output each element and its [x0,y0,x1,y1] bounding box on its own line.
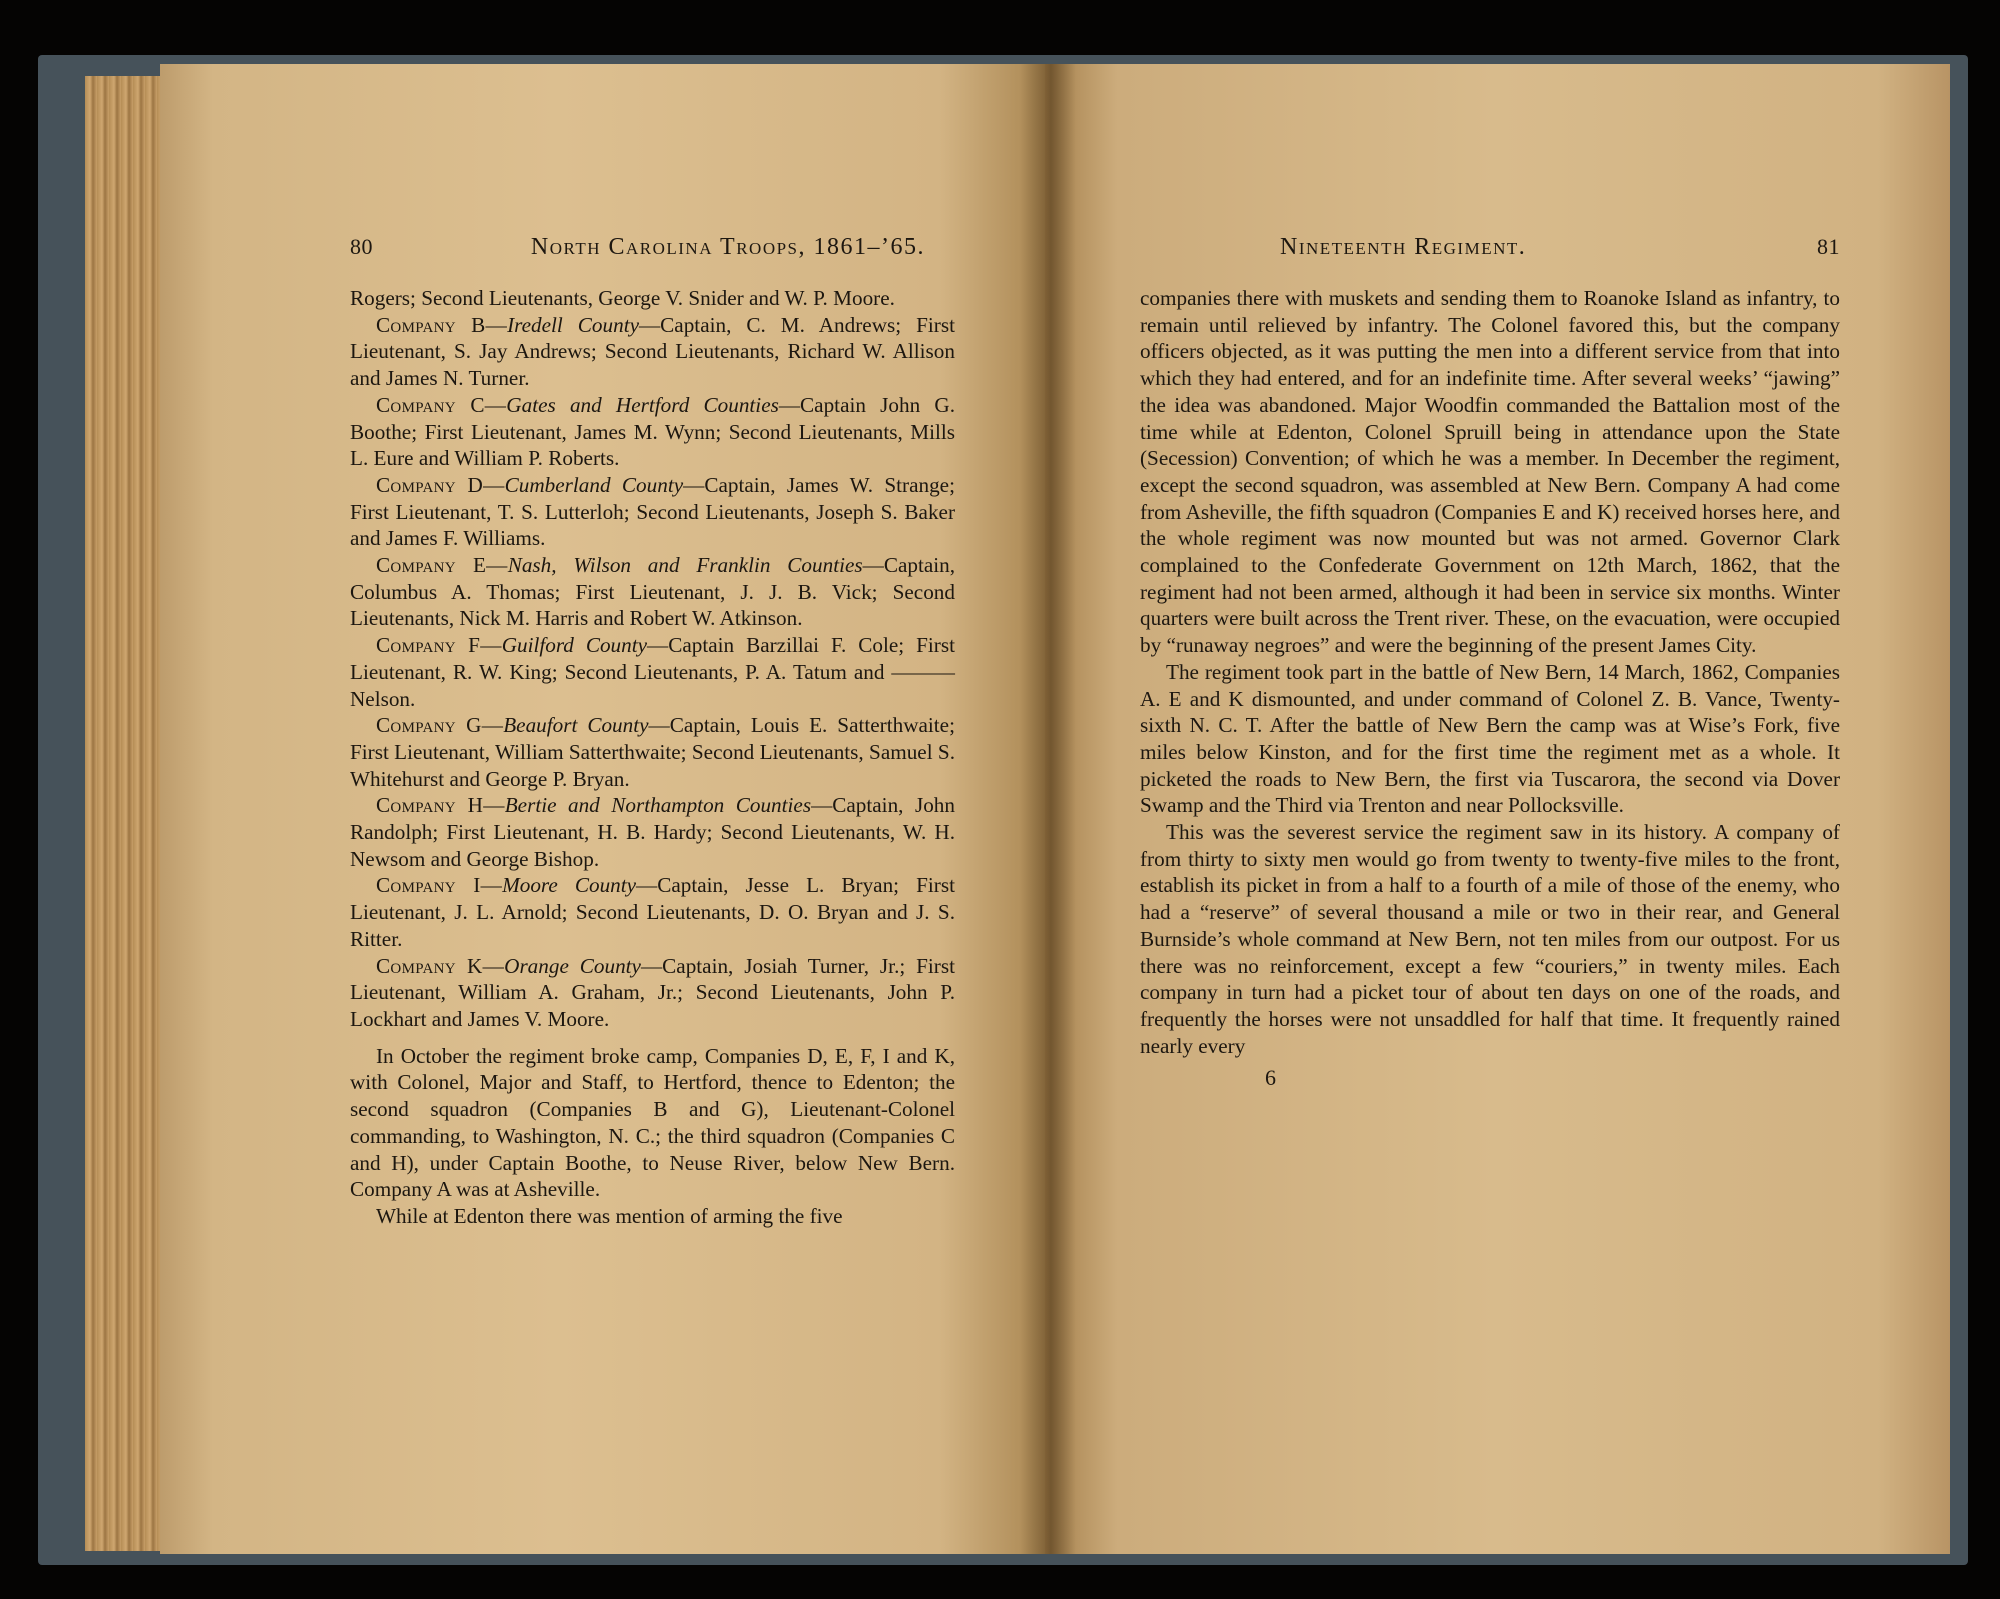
left-page [160,64,1045,1554]
company-entry-g: Company G—Beaufort County—Captain, Louis E. Satterthwaite; First Lieutenant, William Satterthwaite; Second Lieutenants, Samuel S. Whitehurst and George P. Bryan. [350,713,955,791]
company-entry-b: Company B—Iredell County—Captain, C. M. Andrews; First Lieutenant, S. Jay Andrews; Second Lieutenants, Richard W. Allison and James N. Turner. [350,312,955,391]
right-page [1045,64,1950,1554]
company-entry-i: Company I—Moore County—Captain, Jesse L. Bryan; First Lieutenant, J. L. Arnold; Second Lieutenants, D. O. Bryan and J. S. Ritter. [350,873,955,951]
company-entry-c: Company C—Gates and Hertford Counties—Captain John G. Boothe; First Lieutenant, James M. Wynn; Second Lieutenants, Mills L. Eure and William P. Roberts. [350,392,955,471]
book-gutter [1020,64,1076,1554]
october-paragraph: In October the regiment broke camp, Companies D, E, F, I and K, with Colonel, Major and Staff, to Hertford, thence to Edenton; the second squadron (Companies B and G), Lieutenant-Colonel commanding, to Washington, N. C.; the third squadron (Companies C and H), under Captain Boothe, to Neuse River, below New Bern. Company A was at Asheville. [350,1043,955,1202]
company-entry-k: Company K—Orange County—Captain, Josiah Turner, Jr.; First Lieutenant, William A. Graham, Jr.; Second Lieutenants, John P. Lockhart and James V. Moore. [350,953,955,1031]
right-running-head: Nineteenth Regiment. [1280,234,1527,260]
left-page-number: 80 [350,234,373,259]
right-page-header [1140,234,1840,261]
company-entry-e: Company E—Nash, Wilson and Franklin Counties—Captain, Columbus A. Thomas; First Lieutenant, J. J. B. Vick; Second Lieutenants, Nick M. Harris and Robert W. Atkinson. [350,553,956,631]
left-page-text [350,285,955,1230]
right-page-number: 81 [1817,234,1840,259]
company-entry-f: Company F—Guilford County—Captain Barzillai F. Cole; First Lieutenant, R. W. King; Second Lieutenants, P. A. Tatum and ——— Nelson. [350,633,955,711]
left-running-head: North Carolina Troops, 1861–’65. [530,234,925,260]
right-paragraph-2: The regiment took part in the battle of New Bern, 14 March, 1862, Companies A. E and K dismounted, and under command of Colonel Z. B. Vance, Twenty-sixth N. C. T. After the battle of New Bern the camp was at Wise’s Fork, five miles below Kinston, and for the first time the regiment met as a whole. It picketed the roads to New Bern, the first via Tuscarora, the second via Dover Swamp and the Third via Trenton and near Pollocksville. [1140,659,1840,818]
signature-mark: 6 [1265,1065,1276,1091]
edenton-paragraph: While at Edenton there was mention of arming the five [376,1203,843,1228]
opening-paragraph: Rogers; Second Lieutenants, George V. Snider and W. P. Moore. [350,286,895,310]
right-paragraph-3: This was the severest service the regiment saw in its history. A company of from thirty to sixty men would go from twenty to twenty-five miles to the front, establish its picket in from a half to a fourth of a mile of those of the enemy, who had a “reserve” of several thousand a mile or two in their rear, and General Burnside’s whole command at New Bern, not ten miles from our outpost. For us there was no reinforcement, except a few “couriers,” in twenty miles. Each company in turn had a picket tour of about ten days on one of the roads, and frequently the horses were not unsaddled for half that time. It frequently rained nearly every [1140,820,1840,1058]
company-entry-d: Company D—Cumberland County—Captain, James W. Strange; First Lieutenant, T. S. Lutterloh; Second Lieutenants, Joseph S. Baker and James F. Williams. [350,472,955,551]
left-page-header [350,234,955,261]
right-paragraph-1: companies there with muskets and sending them to Roanoke Island as infantry, to remain until relieved by infantry. The Colonel favored this, but the company officers objected, as it was putting the men into a different service from that into which they had entered, and for an indefinite time. After several weeks’ “jawing” the idea was abandoned. Major Woodfin commanded the Battalion most of the time while at Edenton, Colonel Spruill being in attendance upon the State (Secession) Convention; of which he was a member. In December the regiment, except the second squadron, was assembled at New Bern. Company A had come from Asheville, the fifth squadron (Companies E and K) received horses here, and the whole regiment was now mounted but was not armed. Governor Clark complained to the Confederate Government on 12th March, 1862, that the regiment had not been armed, although it had been in service six months. Winter quarters were built across the Trent river. These, on the evacuation, were occupied by “runaway negroes” and were the beginning of the present James City. [1140,286,1840,658]
company-entry-h: Company H—Bertie and Northampton Counties—Captain, John Randolph; First Lieutenant, H. B. Hardy; Second Lieutenants, W. H. Newsom and George Bishop. [350,793,955,871]
right-page-text [1140,285,1840,1059]
